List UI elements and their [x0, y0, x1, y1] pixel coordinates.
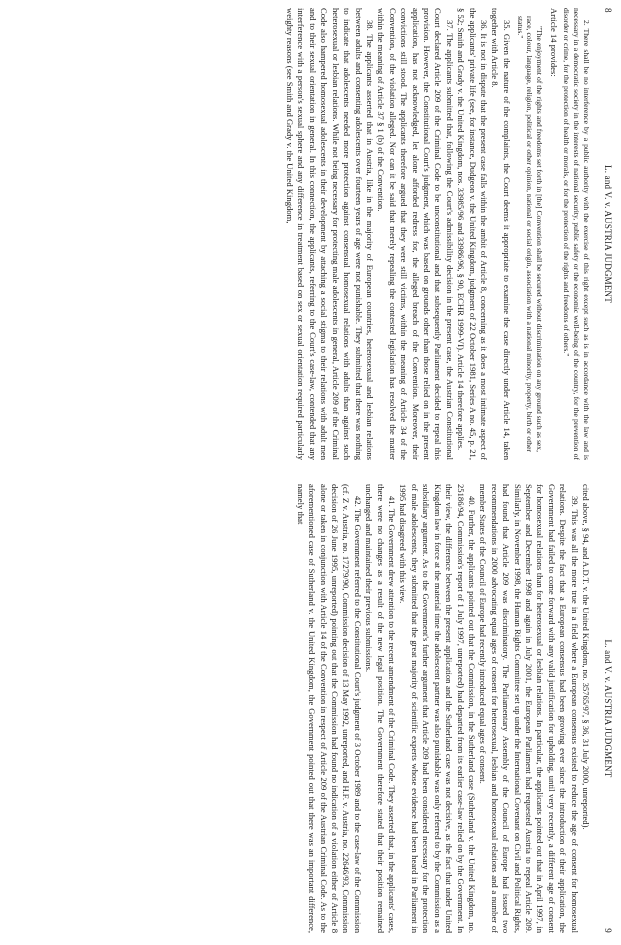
article8-para2-quote: 2. There shall be no interference by a public authority with the exercise of this right except such as is in accordance with the law and is necessary in a democratic society in the interests of national security, public safety or the economic well-being of the country, for the prevention of disorder or crime, for the protection of health or morals, or for the protection of the rights and freedoms of others." [562, 8, 591, 460]
paragraph-35: 35. Given the nature of the complaints, the Court deems it appropriate to examine the case directly under Article 14, taken together with Article 8. [490, 8, 512, 460]
right-page [0, 472, 621, 945]
paragraph-37: 37. The applicants submitted that, following the Court's admissibility decision in the present case, the Austrian Constitutional Court declared Article 209 of the Criminal Code to be unconstitutional and that subsequently Parliament decided to repeal this provision. However, the Constitutional Court's judgment, which was based on grounds other than those relied on in the present application, has not acknowledged, let alone afforded redress for, the alleged breach of the Convention. Moreover, their convictions still stood. The applicants therefore argued that they were still victims, within the meaning of Article 34 of the Convention, of the violation alleged. Nor can it be said that merely repealing the contested legislation has resolved the matter within the meaning of Article 37 § 1 (b) of the Convention. [376, 8, 455, 460]
article14-heading: Article 14 provides: [548, 8, 559, 77]
left-page-body [284, 8, 591, 460]
left-page [0, 0, 621, 472]
right-page-header [599, 484, 613, 933]
article14-quote: "The enjoyment of the rights and freedoms set forth in [the] Convention shall be secured without discrimination on any ground such as sex, race, colour, language, religion, political or other opinion, national or social origin, association with a national minority, property, birth or other status." [515, 16, 545, 452]
paragraph-41: 41. The Government drew attention to the recent amendment of the Criminal Code. They asserted that, in the applicants' cases, there were no changes as a result of the new legal position. The Government therefore stated that their position remained unchanged and maintained their previous submissions. [364, 484, 398, 933]
paragraph-39: 39. This was all the more true in a field where a European consensus existed to reduce the age of consent for homosexual relations. Despite the fact that a European consensus had been growing ever since the introduction of their application, the Government had failed to come forward with any valid justification for upholding, until very recently, a different age of consent for homosexual relations than for heterosexual or lesbian relations. In particular, the applicants pointed out that in April 1997, in September and December 1998 and again in July 2001, the European Parliament had requested Austria to repeal Article 209. Similarly, in November 1998, the Human Rights Committee set up under the International Covenant on Civil and Political Rights, had found that Article 209 was discriminatory. The Parliamentary Assembly of the Council of Europe had issued two recommendations in 2000 advocating equal ages of consent for heterosexual, lesbian and homosexual relations and a number of member States of the Council of Europe had recently introduced equal ages of consent. [478, 484, 580, 933]
right-running-head: L. and V. v. AUSTRIA JUDGMENT [603, 639, 613, 778]
continuation-text: cited above, § 94, and A.D.T. v. the United Kingdom, no. 35765/97, § 36, 31 July 2000, unreported). [581, 484, 591, 830]
left-page-number: 8 [603, 8, 613, 13]
paragraph-38: 38. The applicants asserted that in Austria, like in the majority of European countries, heterosexual and lesbian relations between adults and consenting adolescents over fourteen years of age were not punishable. They submitted that there was nothing to indicate that adolescents needed more protection against consensual homosexual relations with adults than against such heterosexual or lesbian relations. While not being necessary for protecting male adolescents in general, Article 209 of the Criminal Code also hampered homosexual adolescents in their development by attaching a social stigma to their relations with adult men and to their sexual orientation in general. In this connection, the applicants, referring to the Court's case-law, contended that any interference with a person's sexual sphere and any difference in treatment based on sex or sexual orientation required particularly weighty reasons (see Smith and Grady v. the United Kingdom, [285, 8, 375, 460]
paragraph-40: 40. Further, the applicants pointed out that the Commission, in the Sutherland case (Sutherland v. the United Kingdom, no. 25186/94, Commission's report of 1 July 1997, unreported) had departed from its earlier case-law relied on by the Government. In their view, the difference between the present application and the Sutherland case was not decisive, as the fact that under United Kingdom law in force at the material time the adolescent partner was also punishable was only referred to by the Commission as a subsidiary argument. As to the Government's further argument that Article 209 had been considered necessary for the protection of male adolescents, they submitted that the great majority of scientific experts whose evidence had been heard in Parliament in 1995 had disagreed with this view. [398, 484, 477, 933]
right-page-number: 9 [603, 928, 613, 933]
left-page-header [599, 8, 613, 460]
paragraph-42: 42. The Government referred to the Constitutional Court's judgment of 3 October 1989 and to the case-law of the Commission (cf. Z v. Austria, no. 17279/90, Commission decision of 13 May 1992, unreported, and H.F. v. Austria, no. 22646/93, Commission decision of 26 June 1995, unreported) pointing out that the Commission had found no indication of a violation either of Article 8 alone or taken in conjunction with Article 14 of the Convention in respect of Article 209 of the Austrian Criminal Code. As to the aforementioned case of Sutherland v. the United Kingdom, the Government pointed out that there was an important difference, namely that [295, 484, 363, 933]
left-running-head: L. and V. v. AUSTRIA JUDGMENT [603, 165, 613, 303]
paragraph-36: 36. It is not in dispute that the present case falls within the ambit of Article 8, concerning as it does a most intimate aspect of the applicants' private life (see, for instance, Dudgeon v. the United Kingdom, judgment of 22 October 1981, Series A no. 45, p. 21, § 52; Smith and Grady v. the United Kingdom, nos. 33985/96 and 33986/96, § 90, ECHR 1999-VI). Article 14 therefore applies. [456, 8, 489, 460]
right-page-body [294, 484, 591, 933]
